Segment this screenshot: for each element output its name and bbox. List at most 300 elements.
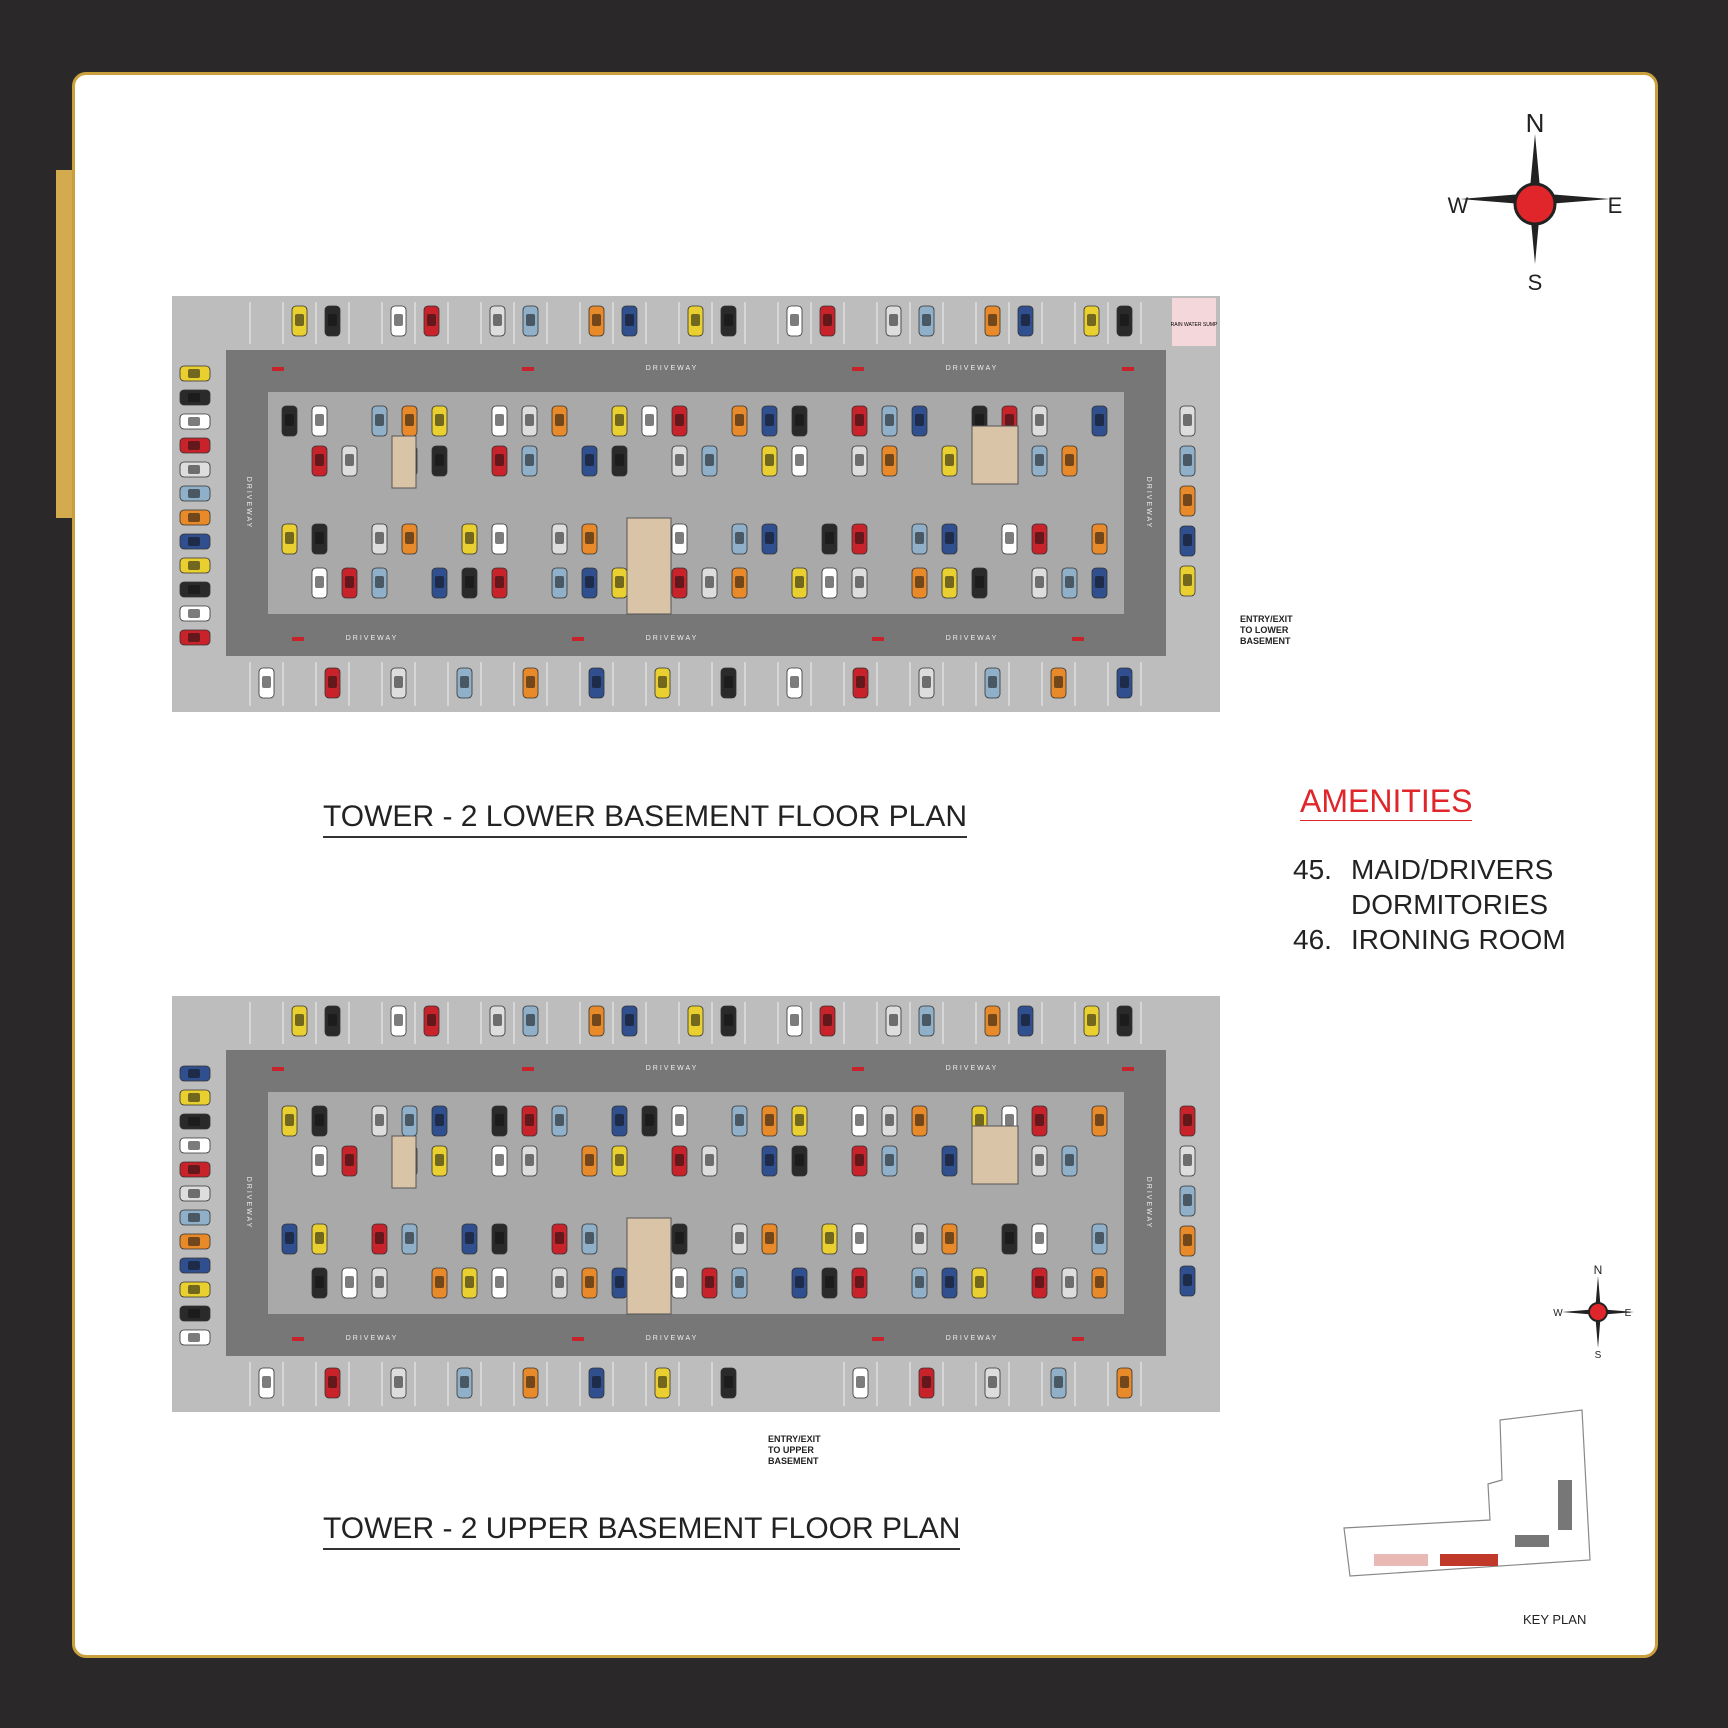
car-windshield bbox=[1035, 576, 1044, 588]
small-compass-icon bbox=[1548, 1262, 1634, 1361]
car-windshield bbox=[555, 414, 564, 426]
car-windshield bbox=[394, 1014, 403, 1026]
amenity-item: 45. MAID/DRIVERS bbox=[1293, 854, 1554, 885]
car-windshield bbox=[375, 1114, 384, 1126]
car-windshield bbox=[585, 532, 594, 544]
amenities-title: AMENITIES bbox=[1300, 783, 1473, 819]
upper-plan-title: TOWER - 2 UPPER BASEMENT FLOOR PLAN bbox=[323, 1512, 960, 1550]
direction-arrow-icon bbox=[272, 1067, 284, 1071]
car-windshield bbox=[328, 676, 337, 688]
car-windshield bbox=[526, 314, 535, 326]
car-windshield bbox=[188, 1285, 200, 1294]
car-windshield bbox=[188, 369, 200, 378]
svg-text:S: S bbox=[1594, 1350, 1602, 1361]
car-windshield bbox=[295, 314, 304, 326]
car-windshield bbox=[615, 1114, 624, 1126]
car-windshield bbox=[585, 1232, 594, 1244]
car-windshield bbox=[1095, 576, 1104, 588]
car-windshield bbox=[188, 1165, 200, 1174]
car-windshield bbox=[988, 676, 997, 688]
car-windshield bbox=[1120, 676, 1129, 688]
car-windshield bbox=[526, 676, 535, 688]
car-windshield bbox=[592, 676, 601, 688]
car-windshield bbox=[315, 1114, 324, 1126]
lift-core bbox=[627, 1218, 671, 1314]
car-windshield bbox=[188, 465, 200, 474]
car-windshield bbox=[493, 314, 502, 326]
car-windshield bbox=[585, 1154, 594, 1166]
car-windshield bbox=[465, 532, 474, 544]
stair-core bbox=[392, 436, 416, 488]
car-windshield bbox=[975, 576, 984, 588]
car-windshield bbox=[825, 532, 834, 544]
direction-arrow-icon bbox=[572, 1337, 584, 1341]
car-windshield bbox=[188, 609, 200, 618]
car-windshield bbox=[1054, 1376, 1063, 1388]
car-windshield bbox=[1065, 454, 1074, 466]
car-windshield bbox=[285, 1114, 294, 1126]
car-windshield bbox=[765, 454, 774, 466]
car-windshield bbox=[1087, 314, 1096, 326]
car-windshield bbox=[645, 1114, 654, 1126]
car-windshield bbox=[735, 1276, 744, 1288]
car-windshield bbox=[922, 1376, 931, 1388]
car-windshield bbox=[405, 414, 414, 426]
car-windshield bbox=[495, 1154, 504, 1166]
car-windshield bbox=[315, 1154, 324, 1166]
compass-west-label: W bbox=[1447, 193, 1469, 218]
car-windshield bbox=[855, 414, 864, 426]
car-windshield bbox=[262, 1376, 271, 1388]
car-windshield bbox=[495, 1276, 504, 1288]
car-windshield bbox=[615, 414, 624, 426]
car-windshield bbox=[945, 454, 954, 466]
car-windshield bbox=[188, 1117, 200, 1126]
car-windshield bbox=[1183, 574, 1192, 586]
car-windshield bbox=[675, 1232, 684, 1244]
car-windshield bbox=[1035, 1276, 1044, 1288]
car-windshield bbox=[645, 414, 654, 426]
car-windshield bbox=[262, 676, 271, 688]
amenities-list bbox=[1293, 852, 1566, 957]
car-windshield bbox=[790, 676, 799, 688]
car-windshield bbox=[188, 393, 200, 402]
car-windshield bbox=[405, 532, 414, 544]
car-windshield bbox=[625, 1014, 634, 1026]
car-windshield bbox=[615, 454, 624, 466]
car-windshield bbox=[855, 532, 864, 544]
car-windshield bbox=[375, 414, 384, 426]
car-windshield bbox=[460, 1376, 469, 1388]
car-windshield bbox=[675, 1276, 684, 1288]
car-windshield bbox=[315, 1232, 324, 1244]
car-windshield bbox=[615, 576, 624, 588]
driveway-label: DRIVEWAY bbox=[645, 635, 699, 642]
car-windshield bbox=[705, 576, 714, 588]
car-windshield bbox=[825, 1232, 834, 1244]
driveway-label: DRIVEWAY bbox=[945, 635, 999, 642]
car-windshield bbox=[315, 1276, 324, 1288]
car-windshield bbox=[435, 1276, 444, 1288]
car-windshield bbox=[435, 414, 444, 426]
driveway-label: DRIVEWAY bbox=[345, 635, 399, 642]
inner-parking-block bbox=[268, 392, 1124, 614]
car-windshield bbox=[735, 414, 744, 426]
car-windshield bbox=[975, 414, 984, 426]
car-windshield bbox=[855, 454, 864, 466]
car-windshield bbox=[1065, 576, 1074, 588]
car-windshield bbox=[526, 1376, 535, 1388]
lower-entry-exit-label: ENTRY/EXIT TO LOWER BASEMENT bbox=[1240, 614, 1293, 646]
lower-basement-plan-drawing bbox=[172, 296, 1220, 712]
car-windshield bbox=[675, 414, 684, 426]
lower-plan-title: TOWER - 2 LOWER BASEMENT FLOOR PLAN bbox=[323, 800, 967, 838]
car-windshield bbox=[435, 454, 444, 466]
car-windshield bbox=[345, 576, 354, 588]
compass-rose-icon bbox=[1440, 104, 1623, 295]
car-windshield bbox=[405, 1232, 414, 1244]
car-windshield bbox=[592, 314, 601, 326]
stair-core bbox=[392, 1136, 416, 1188]
car-windshield bbox=[1120, 1376, 1129, 1388]
car-windshield bbox=[585, 454, 594, 466]
car-windshield bbox=[328, 314, 337, 326]
car-windshield bbox=[285, 414, 294, 426]
car-windshield bbox=[555, 1114, 564, 1126]
car-windshield bbox=[188, 1237, 200, 1246]
car-windshield bbox=[375, 1232, 384, 1244]
car-windshield bbox=[1183, 1234, 1192, 1246]
direction-arrow-icon bbox=[272, 367, 284, 371]
direction-arrow-icon bbox=[292, 1337, 304, 1341]
car-windshield bbox=[285, 532, 294, 544]
car-windshield bbox=[945, 576, 954, 588]
car-windshield bbox=[375, 532, 384, 544]
stair-core bbox=[972, 426, 1018, 484]
car-windshield bbox=[975, 1276, 984, 1288]
car-windshield bbox=[315, 532, 324, 544]
car-windshield bbox=[188, 1213, 200, 1222]
car-windshield bbox=[922, 676, 931, 688]
car-windshield bbox=[658, 676, 667, 688]
compass-north-label: N bbox=[1525, 108, 1545, 138]
car-windshield bbox=[345, 1154, 354, 1166]
car-windshield bbox=[1095, 1114, 1104, 1126]
car-windshield bbox=[675, 454, 684, 466]
car-windshield bbox=[855, 576, 864, 588]
car-windshield bbox=[1183, 1274, 1192, 1286]
car-windshield bbox=[735, 1232, 744, 1244]
car-windshield bbox=[889, 1014, 898, 1026]
car-windshield bbox=[1005, 1232, 1014, 1244]
car-windshield bbox=[495, 414, 504, 426]
car-windshield bbox=[825, 1276, 834, 1288]
car-windshield bbox=[988, 1376, 997, 1388]
car-windshield bbox=[328, 1376, 337, 1388]
car-windshield bbox=[555, 576, 564, 588]
car-windshield bbox=[188, 417, 200, 426]
car-windshield bbox=[856, 1376, 865, 1388]
direction-arrow-icon bbox=[852, 1067, 864, 1071]
car-windshield bbox=[915, 532, 924, 544]
car-windshield bbox=[1035, 1114, 1044, 1126]
car-windshield bbox=[435, 576, 444, 588]
driveway-label: DRIVEWAY bbox=[645, 365, 699, 372]
driveway-label: DRIVEWAY bbox=[945, 365, 999, 372]
car-windshield bbox=[460, 676, 469, 688]
car-windshield bbox=[188, 585, 200, 594]
car-windshield bbox=[691, 314, 700, 326]
direction-arrow-icon bbox=[572, 637, 584, 641]
car-windshield bbox=[825, 576, 834, 588]
driveway-label: DRIVEWAY bbox=[345, 1335, 399, 1342]
car-windshield bbox=[345, 1276, 354, 1288]
car-windshield bbox=[1095, 1276, 1104, 1288]
car-windshield bbox=[724, 676, 733, 688]
car-windshield bbox=[592, 1376, 601, 1388]
car-windshield bbox=[555, 1276, 564, 1288]
car-windshield bbox=[945, 1154, 954, 1166]
car-windshield bbox=[1005, 414, 1014, 426]
car-windshield bbox=[525, 1154, 534, 1166]
car-windshield bbox=[915, 1232, 924, 1244]
car-windshield bbox=[295, 1014, 304, 1026]
car-windshield bbox=[1120, 314, 1129, 326]
car-windshield bbox=[1095, 414, 1104, 426]
car-windshield bbox=[495, 532, 504, 544]
car-windshield bbox=[375, 576, 384, 588]
car-windshield bbox=[427, 1014, 436, 1026]
car-windshield bbox=[188, 1093, 200, 1102]
car-windshield bbox=[394, 676, 403, 688]
stair-core bbox=[972, 1126, 1018, 1184]
car-windshield bbox=[945, 1232, 954, 1244]
car-windshield bbox=[1005, 532, 1014, 544]
car-windshield bbox=[1087, 1014, 1096, 1026]
car-windshield bbox=[735, 1114, 744, 1126]
car-windshield bbox=[1183, 534, 1192, 546]
car-windshield bbox=[1120, 1014, 1129, 1026]
car-windshield bbox=[1021, 1014, 1030, 1026]
car-windshield bbox=[435, 1114, 444, 1126]
amenity-item: DORMITORIES bbox=[1351, 889, 1549, 920]
car-windshield bbox=[1095, 532, 1104, 544]
car-windshield bbox=[375, 1276, 384, 1288]
driveway-label: DRIVEWAY bbox=[645, 1065, 699, 1072]
car-windshield bbox=[188, 1333, 200, 1342]
car-windshield bbox=[495, 576, 504, 588]
car-windshield bbox=[724, 1014, 733, 1026]
car-windshield bbox=[988, 314, 997, 326]
car-windshield bbox=[885, 1114, 894, 1126]
car-windshield bbox=[495, 1232, 504, 1244]
car-windshield bbox=[675, 532, 684, 544]
direction-arrow-icon bbox=[872, 637, 884, 641]
driveway-label: DRIVEWAY bbox=[945, 1065, 999, 1072]
car-windshield bbox=[915, 414, 924, 426]
lift-core bbox=[627, 518, 671, 614]
car-windshield bbox=[885, 414, 894, 426]
car-windshield bbox=[465, 1276, 474, 1288]
car-windshield bbox=[188, 561, 200, 570]
car-windshield bbox=[1183, 454, 1192, 466]
car-windshield bbox=[795, 414, 804, 426]
car-windshield bbox=[765, 1232, 774, 1244]
car-windshield bbox=[675, 576, 684, 588]
car-windshield bbox=[855, 1276, 864, 1288]
driveway-label: DRIVEWAY bbox=[645, 1335, 699, 1342]
car-windshield bbox=[915, 1276, 924, 1288]
car-windshield bbox=[285, 1232, 294, 1244]
car-windshield bbox=[345, 454, 354, 466]
car-windshield bbox=[922, 314, 931, 326]
car-windshield bbox=[525, 414, 534, 426]
car-windshield bbox=[328, 1014, 337, 1026]
car-windshield bbox=[585, 1276, 594, 1288]
car-windshield bbox=[889, 314, 898, 326]
car-windshield bbox=[1035, 1154, 1044, 1166]
car-windshield bbox=[885, 454, 894, 466]
car-windshield bbox=[394, 314, 403, 326]
car-windshield bbox=[1095, 1232, 1104, 1244]
direction-arrow-icon bbox=[1072, 637, 1084, 641]
svg-text:W: W bbox=[1553, 1308, 1563, 1319]
car-windshield bbox=[795, 1114, 804, 1126]
car-windshield bbox=[855, 1114, 864, 1126]
car-windshield bbox=[1035, 414, 1044, 426]
car-windshield bbox=[705, 454, 714, 466]
direction-arrow-icon bbox=[1122, 367, 1134, 371]
car-windshield bbox=[675, 1154, 684, 1166]
car-windshield bbox=[1054, 676, 1063, 688]
car-windshield bbox=[1183, 1194, 1192, 1206]
car-windshield bbox=[188, 1069, 200, 1078]
car-windshield bbox=[394, 1376, 403, 1388]
svg-text:N: N bbox=[1593, 1263, 1603, 1277]
car-windshield bbox=[790, 314, 799, 326]
car-windshield bbox=[1005, 1114, 1014, 1126]
plan-svg bbox=[172, 996, 1220, 1412]
car-windshield bbox=[1183, 1114, 1192, 1126]
car-windshield bbox=[855, 1232, 864, 1244]
direction-arrow-icon bbox=[522, 1067, 534, 1071]
car-windshield bbox=[975, 1114, 984, 1126]
car-windshield bbox=[525, 1114, 534, 1126]
key-plan-map bbox=[1340, 1410, 1600, 1580]
car-windshield bbox=[1065, 1276, 1074, 1288]
car-windshield bbox=[427, 314, 436, 326]
car-windshield bbox=[315, 454, 324, 466]
car-windshield bbox=[1065, 1154, 1074, 1166]
car-windshield bbox=[945, 1276, 954, 1288]
direction-arrow-icon bbox=[1072, 1337, 1084, 1341]
driveway-label: DRIVEWAY bbox=[245, 476, 252, 530]
car-windshield bbox=[795, 1276, 804, 1288]
car-windshield bbox=[1183, 1154, 1192, 1166]
plan-svg bbox=[172, 296, 1220, 712]
car-windshield bbox=[823, 1014, 832, 1026]
direction-arrow-icon bbox=[1122, 1067, 1134, 1071]
car-windshield bbox=[945, 532, 954, 544]
key-plan-label: KEY PLAN bbox=[1523, 1612, 1587, 1627]
car-windshield bbox=[615, 1154, 624, 1166]
car-windshield bbox=[795, 576, 804, 588]
car-windshield bbox=[885, 1154, 894, 1166]
car-windshield bbox=[765, 532, 774, 544]
direction-arrow-icon bbox=[852, 367, 864, 371]
car-windshield bbox=[188, 1141, 200, 1150]
car-windshield bbox=[856, 676, 865, 688]
car-windshield bbox=[1035, 532, 1044, 544]
car-windshield bbox=[795, 454, 804, 466]
driveway-label: DRIVEWAY bbox=[945, 1335, 999, 1342]
car-windshield bbox=[188, 513, 200, 522]
car-windshield bbox=[495, 1114, 504, 1126]
car-windshield bbox=[625, 314, 634, 326]
car-windshield bbox=[705, 1154, 714, 1166]
car-windshield bbox=[658, 1376, 667, 1388]
upper-basement-plan-drawing bbox=[172, 996, 1220, 1412]
car-windshield bbox=[988, 1014, 997, 1026]
car-windshield bbox=[705, 1276, 714, 1288]
car-windshield bbox=[585, 576, 594, 588]
car-windshield bbox=[615, 1276, 624, 1288]
amenity-item: 46. IRONING ROOM bbox=[1293, 924, 1566, 955]
car-windshield bbox=[188, 537, 200, 546]
car-windshield bbox=[675, 1114, 684, 1126]
car-windshield bbox=[735, 532, 744, 544]
car-windshield bbox=[188, 1261, 200, 1270]
car-windshield bbox=[188, 441, 200, 450]
car-windshield bbox=[188, 1309, 200, 1318]
car-windshield bbox=[555, 532, 564, 544]
compass-south-label: S bbox=[1527, 270, 1543, 295]
inner-parking-block bbox=[268, 1092, 1124, 1314]
car-windshield bbox=[315, 414, 324, 426]
direction-arrow-icon bbox=[292, 637, 304, 641]
car-windshield bbox=[724, 1376, 733, 1388]
car-windshield bbox=[691, 1014, 700, 1026]
car-windshield bbox=[735, 576, 744, 588]
car-windshield bbox=[592, 1014, 601, 1026]
direction-arrow-icon bbox=[522, 367, 534, 371]
car-windshield bbox=[315, 576, 324, 588]
car-windshield bbox=[1021, 314, 1030, 326]
car-windshield bbox=[915, 576, 924, 588]
compass-east-label: E bbox=[1607, 193, 1623, 218]
car-windshield bbox=[495, 454, 504, 466]
car-windshield bbox=[922, 1014, 931, 1026]
car-windshield bbox=[1035, 454, 1044, 466]
car-windshield bbox=[1183, 414, 1192, 426]
car-windshield bbox=[915, 1114, 924, 1126]
car-windshield bbox=[1183, 494, 1192, 506]
car-windshield bbox=[724, 314, 733, 326]
car-windshield bbox=[525, 454, 534, 466]
rain-water-sump-label: RAIN WATER SUMP bbox=[1170, 322, 1218, 328]
car-windshield bbox=[555, 1232, 564, 1244]
car-windshield bbox=[188, 1189, 200, 1198]
upper-entry-exit-label: ENTRY/EXIT TO UPPER BASEMENT bbox=[768, 1434, 821, 1466]
car-windshield bbox=[765, 414, 774, 426]
car-windshield bbox=[405, 1114, 414, 1126]
car-windshield bbox=[1035, 1232, 1044, 1244]
driveway-label: DRIVEWAY bbox=[245, 1176, 252, 1230]
car-windshield bbox=[790, 1014, 799, 1026]
svg-text:E: E bbox=[1624, 1308, 1632, 1319]
car-windshield bbox=[526, 1014, 535, 1026]
car-windshield bbox=[765, 1114, 774, 1126]
